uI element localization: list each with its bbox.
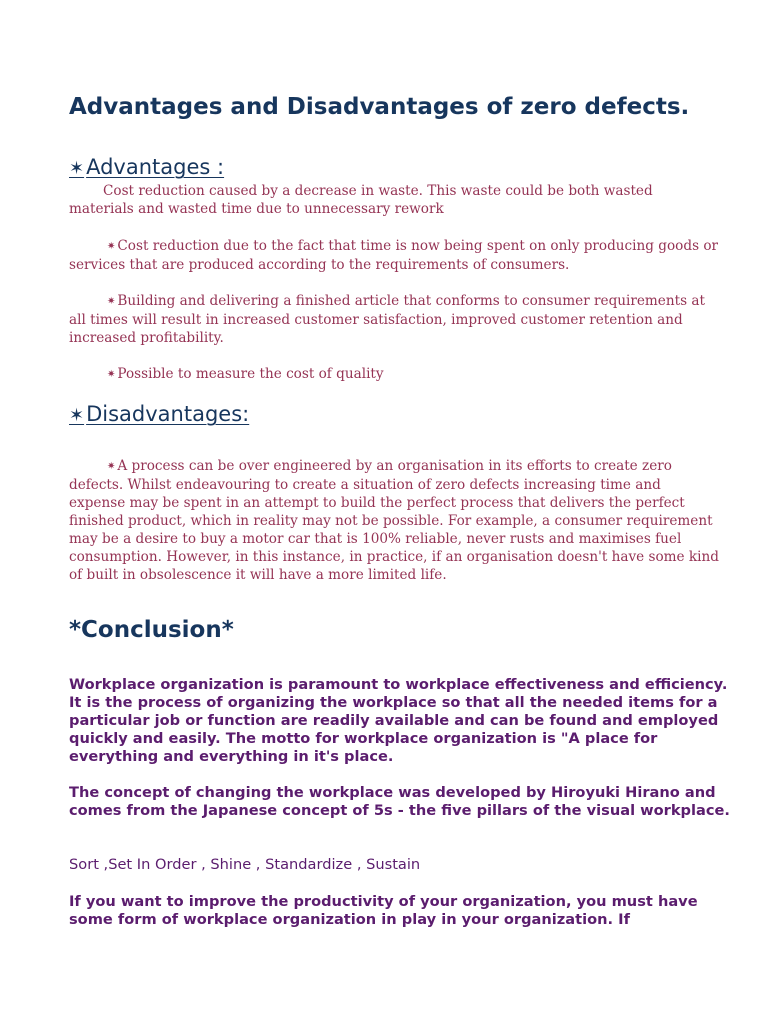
asterisk-icon: ✷ bbox=[107, 296, 116, 307]
disadvantages-heading bbox=[69, 401, 249, 429]
star-icon: ✶ bbox=[69, 405, 85, 426]
advantages-heading bbox=[69, 154, 224, 182]
conclusion-paragraph-3: Sort ,Set In Order , Shine , Standardize , Sustain bbox=[69, 856, 421, 873]
asterisk-icon: ✷ bbox=[107, 241, 116, 252]
conclusion-paragraph-4: If you want to improve the productivity of your organization, you must have some form of workplace organization in play in your organization. If bbox=[69, 893, 698, 928]
document-title: Advantages and Disadvantages of zero defects. bbox=[69, 94, 690, 120]
advantage-item-1: Cost reduction caused by a decrease in waste. This waste could be both wasted materials and wasted time due to unnecessary rework bbox=[69, 183, 653, 217]
star-icon: ✶ bbox=[69, 158, 85, 179]
conclusion-paragraph-2: The concept of changing the workplace was developed by Hiroyuki Hirano and comes from the Japanese concept of 5s - the five pillars of the visual workplace. bbox=[69, 784, 730, 819]
conclusion-heading: *Conclusion* bbox=[69, 617, 234, 643]
advantages-heading-text: Advantages : bbox=[86, 155, 225, 179]
conclusion-paragraph-1: Workplace organization is paramount to workplace effectiveness and efficiency. It is the process of organizing the workplace so that all the needed items for a particular job or function are readily available and can be found and employed quickly and easily. The motto for workplace organization is "A place for everything and everything in it's place. bbox=[69, 676, 728, 765]
advantage-item-2: ✷ Cost reduction due to the fact that time is now being spent on only producing goods or services that are produced according to the requirements of consumers. bbox=[69, 238, 719, 273]
disadvantage-item-1: ✷ A process can be over engineered by an organisation in its efforts to create zero defects. Whilst endeavouring to create a situation of zero defects increasing time and expense may be spent in an attempt to build the perfect process that delivers the perfect finished product, which in reality may not be possible. For example, a consumer requirement may be a desire to buy a motor car that is 100% reliable, never rusts and maximises fuel consumption. However, in this instance, in practice, if an organisation doesn't have some kind of built in obsolescence it will have a more limited life. bbox=[69, 458, 719, 583]
disadvantages-heading-text: Disadvantages: bbox=[86, 402, 250, 426]
asterisk-icon: ✷ bbox=[107, 369, 116, 380]
asterisk-icon: ✷ bbox=[107, 461, 116, 472]
advantage-item-4: ✷ Possible to measure the cost of quality bbox=[107, 366, 384, 382]
advantage-item-3: ✷ Building and delivering a finished article that conforms to consumer requirements at all times will result in increased customer satisfaction, improved customer retention and increased profitability. bbox=[69, 293, 705, 346]
